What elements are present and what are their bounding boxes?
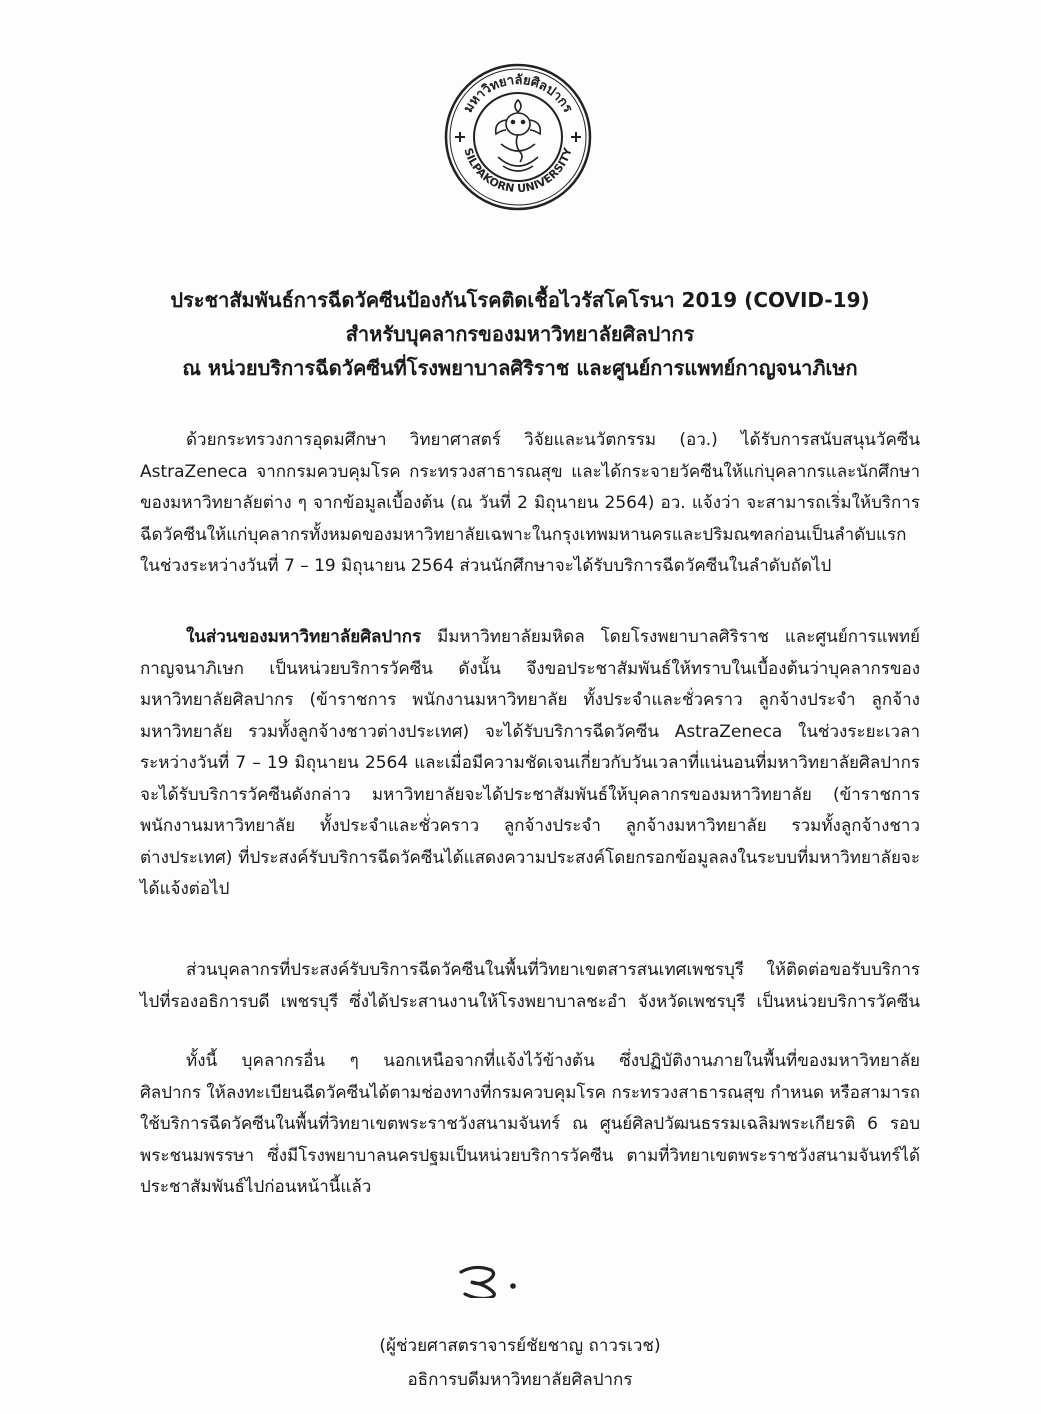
lead-rest-text: มีมหาวิทยาลัยมหิดล โดยโรงพยาบาลศิริราช และศูนย์การแพทย์ [421,627,920,647]
paragraph-line: มหาวิทยาลัยศิลปากร (ข้าราชการ พนักงานมหาวิทยาลัย ทั้งประจำและชั่วคราว ลูกจ้างประจำ ลูกจ้าง [140,690,920,710]
university-seal-logo [443,62,593,212]
signer-name: (ผู้ช่วยศาสตราจารย์ชัยชาญ ถาวรเวช) [379,1336,661,1356]
paragraph-line: จะได้รับบริการวัคซีนดังกล่าว มหาวิทยาลัยจะได้ประชาสัมพันธ์ให้บุคลากรของมหาวิทยาลัย (ข้าราชการ [140,784,920,805]
paragraph-line: ประชาสัมพันธ์ไปก่อนหน้านี้แล้ว [140,1177,372,1197]
paragraph-3 [140,955,920,1018]
paragraph-line: ได้แจ้งต่อไป [140,879,230,899]
signer-title: อธิการบดีมหาวิทยาลัยศิลปากร [407,1370,633,1390]
bold-lead-text: ในส่วนของมหาวิทยาลัยศิลปากร [186,627,422,647]
paragraph-1 [140,425,920,583]
heading-line-2: สำหรับบุคลากรของมหาวิทยาลัยศิลปากร [345,322,695,346]
paragraph-line: ของมหาวิทยาลัยต่าง ๆ จากข้อมูลเบื้องต้น (ณ วันที่ 2 มิถุนายน 2564) อว. แจ้งว่า จะสามารถเริ่มให้บริการ [140,493,920,513]
paragraph-line: ด้วยกระทรวงการอุดมศึกษา วิทยาศาสตร์ วิจัยและนวัตกรรม (อว.) ได้รับการสนับสนุนวัคซีน [186,430,920,450]
heading-line-1: ประชาสัมพันธ์การฉีดวัคซีนป้องกันโรคติดเชื้อไวรัสโคโรนา 2019 (COVID-19) [170,288,870,312]
paragraph-line: ฉีดวัคซีนให้แก่บุคลากรทั้งหมดของมหาวิทยาลัยเฉพาะในกรุงเทพมหานครและปริมณฑลก่อนเป็นลำดับแรก [140,524,907,545]
paragraph-line: ระหว่างวันที่ 7 – 19 มิถุนายน 2564 และเมื่อมีความชัดเจนเกี่ยวกับวันเวลาที่แน่นอนที่มหาวิทยาลัยศิลปากร [140,753,920,773]
paragraph-line: พนักงานมหาวิทยาลัย ทั้งประจำและชั่วคราว ลูกจ้างประจำ ลูกจ้างมหาวิทยาลัย รวมทั้งลูกจ้างชาว [140,816,920,836]
heading-line-3: ณ หน่วยบริการฉีดวัคซีนที่โรงพยาบาลศิริราช และศูนย์การแพทย์กาญจนาภิเษก [182,356,858,380]
paragraph-2 [140,622,920,906]
paragraph-line: ส่วนบุคลากรที่ประสงค์รับบริการฉีดวัคซีนในพื้นที่วิทยาเขตสารสนเทศเพชรบุรี ให้ติดต่อขอรับบริการ [186,960,920,980]
paragraph-line: ต่างประเทศ) ที่ประสงค์รับบริการฉีดวัคซีนได้แสดงความประสงค์โดยกรอกข้อมูลลงในระบบที่มหาวิทยาลัยจะ [140,847,920,868]
paragraph-line: AstraZeneca จากกรมควบคุมโรค กระทรวงสาธารณสุข และได้กระจายวัคซีนให้แก่บุคลากรและนักศึกษา [140,461,920,482]
paragraph-4 [140,1046,920,1204]
paragraph-line: ทั้งนี้ บุคลากรอื่น ๆ นอกเหนือจากที่แจ้งไว้ข้างต้น ซึ่งปฏิบัติงานภายในพื้นที่ของมหาวิทยาลัย [186,1051,920,1071]
paragraph-line: ศิลปากร ให้ลงทะเบียนฉีดวัคซีนได้ตามช่องทางที่กรมควบคุมโรค กระทรวงสาธารณสุข กำหนด หรือสามารถ [140,1082,921,1103]
svg-text:มหาวิทยาลัยศิลปากร: มหาวิทยาลัยศิลปากร [460,72,576,116]
paragraph-line: ใช้บริการฉีดวัคซีนในพื้นที่วิทยาเขตพระราชวังสนามจันทร์ ณ ศูนย์ศิลปวัฒนธรรมเฉลิมพระเกียรติ 6 รอบ [140,1114,920,1134]
handwritten-signature [455,1258,535,1298]
paragraph-line: กาญจนาภิเษก เป็นหน่วยบริการวัคซีน ดังนั้น จึงขอประชาสัมพันธ์ให้ทราบในเบื้องต้นว่าบุคลากรของ [140,658,920,679]
paragraph-line [140,622,920,654]
paragraph-line: พระชนมพรรษา ซึ่งมีโรงพยาบาลนครปฐมเป็นหน่วยบริการวัคซีน ตามที่วิทยาเขตพระราชวังสนามจันทร์ได้ [140,1145,920,1166]
paragraph-line: มหาวิทยาลัย รวมทั้งลูกจ้างชาวต่างประเทศ) จะได้รับบริการฉีดวัคซีน AstraZeneca ในช่วงระยะเวลา [140,721,920,742]
paragraph-line: ไปที่รองอธิการบดี เพชรบุรี ซึ่งได้ประสานงานให้โรงพยาบาลชะอำ จังหวัดเพชรบุรี เป็นหน่วยบริการวัคซีน [140,991,920,1012]
announcement-heading [120,283,920,385]
svg-text:SILPAKORN UNIVERSITY: SILPAKORN UNIVERSITY [461,146,575,196]
paragraph-line: ในช่วงระหว่างวันที่ 7 – 19 มิถุนายน 2564 ส่วนนักศึกษาจะได้รับบริการฉีดวัคซีนในลำดับถัดไป [140,556,832,576]
